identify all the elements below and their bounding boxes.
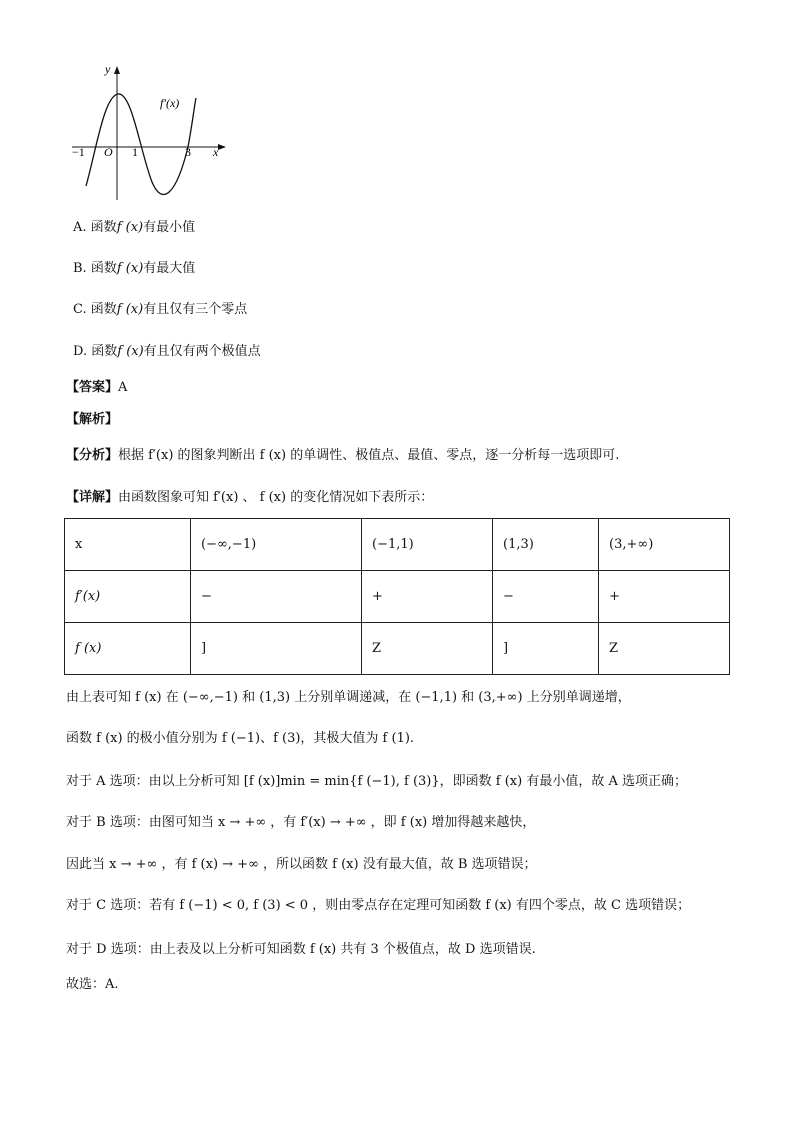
xiangjie-label: 【详解】 [66, 490, 119, 505]
table-cell: − [493, 571, 599, 623]
x-axis-arrow-icon [218, 144, 226, 150]
option-letter: B. [73, 261, 87, 276]
option-fx: f (x) [116, 261, 144, 276]
option-pre: 函数 [90, 220, 117, 235]
table-cell: f′(x) [65, 571, 191, 623]
option-fx: f (x) [116, 302, 144, 317]
option-b [73, 259, 195, 279]
option-pre: 函数 [90, 261, 117, 276]
table-cell: + [599, 571, 730, 623]
table-cell: ] [191, 623, 362, 675]
y-axis-arrow-icon [114, 66, 120, 74]
answer-value: A [118, 380, 128, 395]
explanation-line: 故选：A. [66, 977, 119, 992]
table-row [65, 623, 730, 675]
tick-3-label: 3 [185, 145, 191, 159]
option-post: 有最小值 [143, 220, 196, 235]
option-letter: D. [73, 344, 88, 359]
explanation-line: 对于 B 选项：由图可知当 x → +∞ ，有 f′(x) → +∞ ，即 f (x) 增加得越来越快， [66, 815, 536, 830]
option-letter: A. [73, 220, 87, 235]
option-fx: f (x) [117, 344, 144, 359]
answer-line [66, 378, 127, 398]
fenxi-line [66, 446, 619, 466]
table-cell: (1,3) [493, 519, 599, 571]
explanation-line: 因此当 x → +∞ ，有 f (x) → +∞ ，所以函数 f (x) 没有最大值，故 B 选项错误； [66, 857, 537, 872]
analysis-label: 【解析】 [66, 412, 119, 427]
tick-neg1-label: −1 [72, 145, 85, 159]
table-cell: x [65, 519, 191, 571]
table-row [65, 519, 730, 571]
table-cell: (3,+∞) [599, 519, 730, 571]
explanation-line: 对于 A 选项：由以上分析可知 [f (x)]min = min{f (−1), f (3)}，即函数 f (x) 有最小值，故 A 选项正确； [66, 774, 687, 789]
fenxi-text: 根据 f′(x) 的图象判断出 f (x) 的单调性、极值点、最值、零点，逐一分析每一选项即可. [118, 448, 620, 463]
x-axis-label: x [213, 145, 219, 159]
analysis-heading [66, 410, 118, 430]
answer-label: 【答案】 [66, 380, 119, 395]
explanation-line: 对于 C 选项：若有 f (−1) < 0, f (3) < 0 ，则由零点存在定理可知函数 f (x) 有四个零点，故 C 选项错误； [66, 898, 691, 913]
explanation-line: 函数 f (x) 的极小值分别为 f (−1)、f (3)，其极大值为 f (1). [66, 731, 415, 746]
table-cell: ] [493, 623, 599, 675]
table-cell: (−1,1) [362, 519, 493, 571]
table-cell: Z [362, 623, 493, 675]
curve-label: f′(x) [160, 96, 180, 110]
table-cell: Z [599, 623, 730, 675]
derivative-graph [66, 56, 236, 206]
table-cell: − [191, 571, 362, 623]
fenxi-label: 【分析】 [66, 448, 119, 463]
xiangjie-line [66, 488, 433, 508]
option-letter: C. [73, 302, 87, 317]
option-post: 有且仅有三个零点 [143, 302, 248, 317]
derivative-curve [86, 94, 196, 195]
variation-table [64, 518, 730, 675]
table-row [65, 571, 730, 623]
origin-label: O [104, 145, 113, 159]
option-d [73, 342, 261, 362]
table-cell: + [362, 571, 493, 623]
option-post: 有最大值 [143, 261, 196, 276]
option-a [73, 218, 195, 238]
explanation-line: 由上表可知 f (x) 在 (−∞,−1) 和 (1,3) 上分别单调递减，在 (−1,1) 和 (3,+∞) 上分别单调递增， [66, 690, 631, 705]
option-pre: 函数 [91, 344, 118, 359]
y-axis-label: y [105, 62, 111, 76]
option-fx: f (x) [116, 220, 144, 235]
option-c [73, 300, 247, 320]
option-pre: 函数 [90, 302, 117, 317]
table-cell: (−∞,−1) [191, 519, 362, 571]
explanation-line: 对于 D 选项：由上表及以上分析可知函数 f (x) 共有 3 个极值点，故 D 选项错误. [66, 942, 536, 957]
tick-1-label: 1 [132, 145, 138, 159]
xiangjie-text: 由函数图象可知 f′(x) 、 f (x) 的变化情况如下表所示： [118, 490, 434, 505]
option-post: 有且仅有两个极值点 [143, 344, 261, 359]
table-cell: f (x) [65, 623, 191, 675]
